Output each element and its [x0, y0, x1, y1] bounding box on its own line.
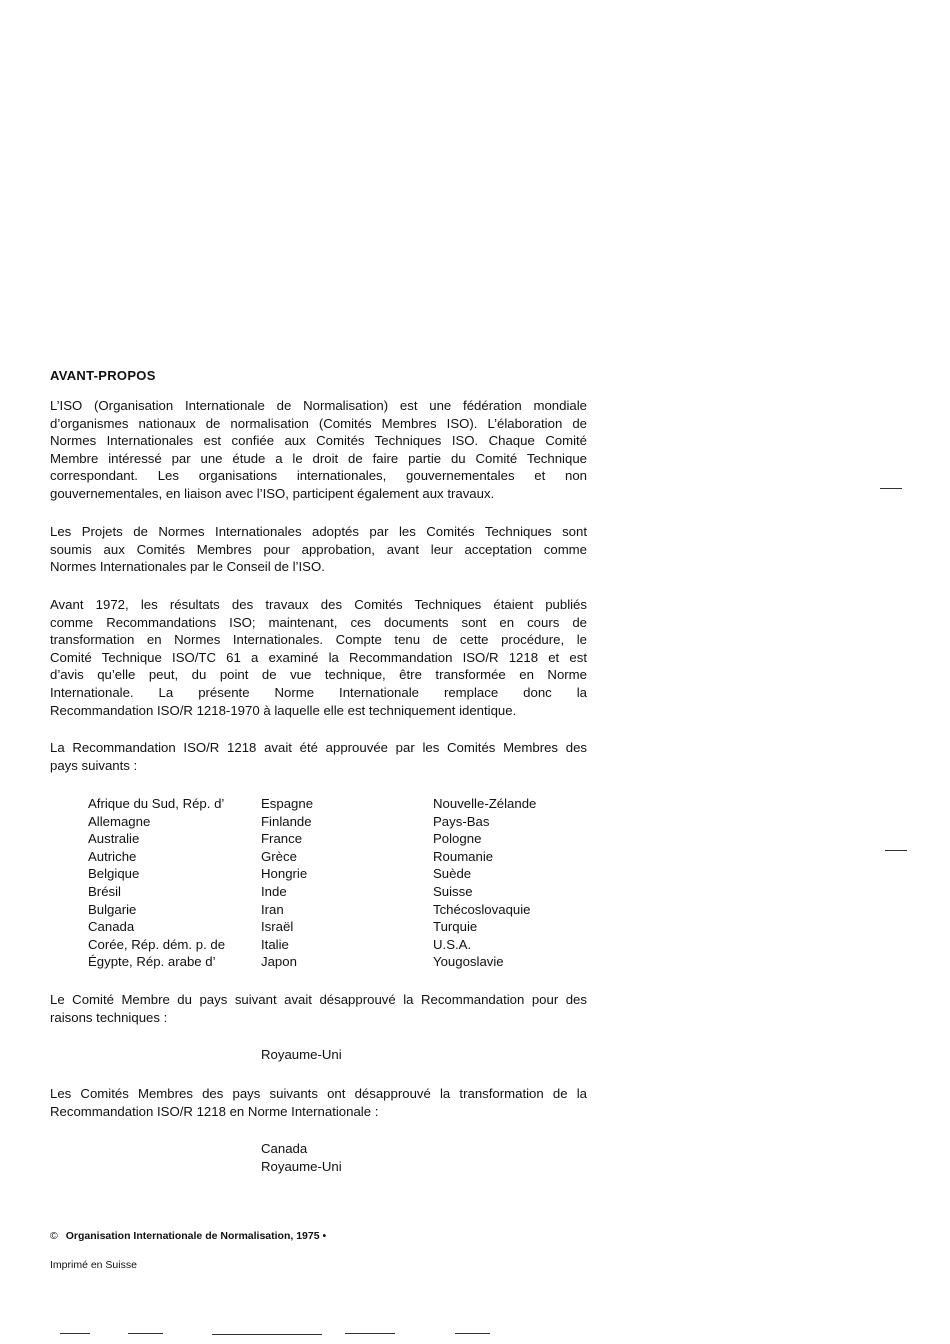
country-name: Canada	[88, 919, 135, 935]
scan-mark	[60, 1333, 90, 1334]
paragraph-line: La Recommandation ISO/R 1218 avait été approuvée par les Comités Membres des	[50, 740, 587, 755]
country-name: Finlande	[261, 813, 312, 829]
disapproved-technical-list	[261, 1046, 342, 1064]
country-name: Nouvelle-Zélande	[433, 796, 537, 811]
printed-in: Imprimé en Suisse	[50, 1259, 137, 1271]
paragraph-line: Normes Internationales par le Conseil de l’ISO.	[50, 559, 325, 575]
country-name: Royaume-Uni	[261, 1047, 342, 1062]
copyright-icon: ©	[50, 1230, 58, 1242]
country-name: Australie	[88, 831, 140, 847]
scan-mark	[345, 1333, 395, 1334]
paragraph-line: L’ISO (Organisation Internationale de Normalisation) est une fédération mondiale	[50, 398, 587, 413]
country-name: Égypte, Rép. arabe d’	[88, 954, 216, 970]
paragraph-line: pays suivants :	[50, 757, 138, 773]
country-name: France	[261, 831, 303, 847]
country-name: Grèce	[261, 848, 297, 864]
paragraph-line: Comité Technique ISO/TC 61 a examiné la Recommandation ISO/R 1218 et est	[50, 649, 587, 665]
scan-mark	[885, 850, 907, 851]
country-name: Hongrie	[261, 866, 308, 882]
country-name: Italie	[261, 936, 289, 952]
page-heading: AVANT-PROPOS	[50, 368, 156, 383]
country-name: Afrique du Sud, Rép. d’	[88, 796, 225, 811]
country-name: Allemagne	[88, 813, 151, 829]
paragraph-line: comme Recommandations ISO; maintenant, ces documents sont en cours de	[50, 614, 587, 630]
paragraph-line: d’avis qu’elle peut, du point de vue technique, être transformée en Norme	[50, 667, 587, 683]
paragraph-line: raisons techniques :	[50, 1009, 168, 1025]
country-column-1	[88, 795, 225, 971]
country-name: Tchécoslovaquie	[433, 901, 531, 917]
country-name: Iran	[261, 901, 284, 917]
paragraph-line: Recommandation ISO/R 1218 en Norme Internationale :	[50, 1103, 379, 1119]
scan-mark	[128, 1333, 163, 1334]
paragraph-line: d’organismes nationaux de normalisation (Comités Membres ISO). L’élaboration de	[50, 415, 587, 431]
paragraph-line: Les Comités Membres des pays suivants ont désapprouvé la transformation de la	[50, 1086, 587, 1101]
country-name: Autriche	[88, 848, 137, 864]
country-name: Brésil	[88, 883, 121, 899]
paragraph-avant-1972	[50, 596, 587, 719]
paragraph-line: Le Comité Membre du pays suivant avait désapprouvé la Recommandation pour des	[50, 992, 587, 1007]
copyright-line	[50, 1230, 326, 1242]
paragraph-line: Internationale. La présente Norme Internationale remplace donc la	[50, 684, 587, 700]
country-name: Suisse	[433, 883, 473, 899]
paragraph-approval	[50, 739, 587, 774]
paragraph-line: Membre intéressé par une étude a le droit de faire partie du Comité Technique	[50, 450, 587, 466]
paragraph-transformation-disapproval	[50, 1085, 587, 1120]
country-name: Royaume-Uni	[261, 1158, 342, 1174]
paragraph-line: Les Projets de Normes Internationales adoptés par les Comités Techniques sont	[50, 524, 587, 539]
country-name: Corée, Rép. dém. p. de	[88, 936, 226, 952]
country-name: Inde	[261, 883, 287, 899]
paragraph-line: Normes Internationales est confiée aux Comités Techniques ISO. Chaque Comité	[50, 433, 587, 449]
paragraph-line: Recommandation ISO/R 1218-1970 à laquelle elle est techniquement identique.	[50, 702, 517, 718]
paragraph-line: correspondant. Les organisations internationales, gouvernementales et non	[50, 468, 587, 484]
paragraph-line: Avant 1972, les résultats des travaux des Comités Techniques étaient publiés	[50, 597, 587, 612]
country-name: Yougoslavie	[433, 954, 504, 970]
paragraph-line: gouvernementales, en liaison avec l’ISO, participent également aux travaux.	[50, 485, 495, 501]
scan-mark	[455, 1333, 490, 1334]
disapproved-transformation-list	[261, 1140, 342, 1175]
country-name: Japon	[261, 954, 297, 970]
country-name: Pays-Bas	[433, 813, 490, 829]
country-name: Pologne	[433, 831, 482, 847]
country-name: Israël	[261, 919, 294, 935]
paragraph-line: transformation en Normes Internationales. Compte tenu de cette procédure, le	[50, 632, 587, 648]
paragraph-technical-disapproval	[50, 991, 587, 1026]
country-name: Roumanie	[433, 848, 494, 864]
country-name: Belgique	[88, 866, 140, 882]
country-name: Canada	[261, 1141, 308, 1156]
paragraph-iso-intro	[50, 397, 587, 503]
country-name: Turquie	[433, 919, 478, 935]
country-name: Bulgarie	[88, 901, 137, 917]
scan-mark	[880, 488, 902, 489]
country-name: Suède	[433, 866, 472, 882]
country-column-2	[261, 795, 313, 971]
scan-mark	[212, 1334, 322, 1335]
country-name: Espagne	[261, 796, 314, 811]
paragraph-projets	[50, 523, 587, 576]
paragraph-line: soumis aux Comités Membres pour approbation, avant leur acceptation comme	[50, 541, 587, 557]
country-name: U.S.A.	[433, 936, 472, 952]
copyright-text: Organisation Internationale de Normalisation, 1975 •	[65, 1230, 327, 1242]
country-column-3	[433, 795, 536, 971]
